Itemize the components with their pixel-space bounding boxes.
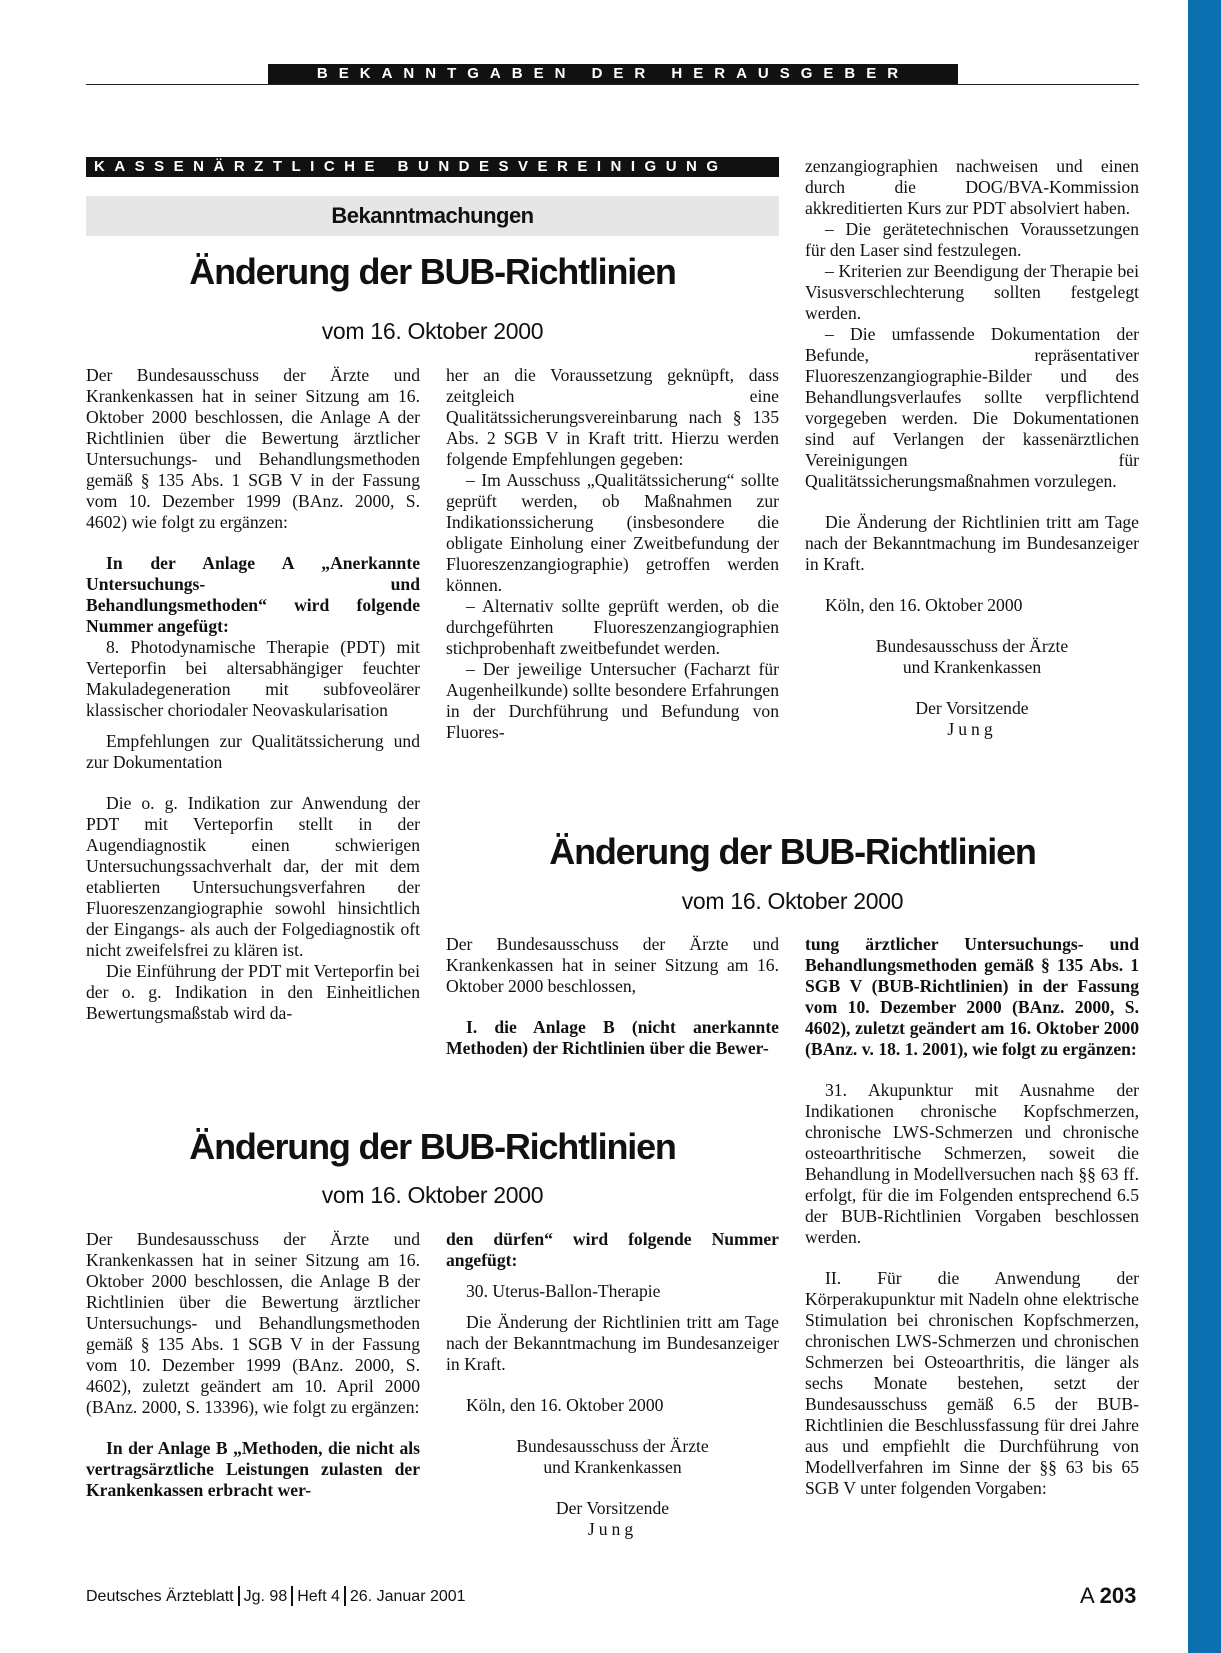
- article2-title: Änderung der BUB-Richtlinien: [549, 831, 1036, 872]
- paragraph: 8. Photodynamische Therapie (PDT) mit Verteporfin bei altersabhängiger feuchter Makuladegeneration mit subfoveolärer klassischer choriodaler Neovaskularisation: [86, 637, 420, 720]
- page-number: [1080, 1584, 1136, 1608]
- paragraph: Die Änderung der Richtlinien tritt am Tage nach der Bekanntmachung im Bundesanzeiger in Kraft.: [446, 1312, 779, 1374]
- place-date: Köln, den 16. Oktober 2000: [825, 595, 1023, 615]
- signature-body: Bundesausschuss der Ärzte: [516, 1436, 709, 1456]
- signature-body: und Krankenkassen: [902, 657, 1042, 677]
- paragraph: – Kriterien zur Beendigung der Therapie bei Visusverschlechterung sollten festgelegt werden.: [805, 261, 1139, 323]
- paragraph: II. Für die Anwendung der Körperakupunktur mit Nadeln ohne elektrische Stimulation bei chronischen Kopfschmerzen, chronischen LWS-Schmerzen und chronischen Schmerzen bei Osteoarthritis, die länger als sechs Monate bestehen, setzt der Bundesausschuss gemäß 6.5 der BUB-Richtlinien die Beschlussfassung für drei Jahre aus und empfiehlt die Durchführung von Modellverfahren im Sinne der §§ 63 bis 65 SGB V unter folgenden Vorgaben:: [805, 1268, 1139, 1498]
- signature-name: Jung: [947, 719, 997, 739]
- journal-date: 26. Januar 2001: [349, 1588, 466, 1605]
- paragraph: – Der jeweilige Untersucher (Facharzt für Augenheilkunde) sollte besondere Erfahrungen in der Durchführung und Befundung von Fluores-: [446, 659, 779, 742]
- place-date: Köln, den 16. Oktober 2000: [466, 1395, 664, 1415]
- paragraph-bold: In der Anlage A „Anerkannte Untersuchungs- und Behandlungsmethoden“ wird folgende Nummer angefügt:: [86, 553, 420, 636]
- footer-divider: [291, 1586, 293, 1606]
- paragraph: Der Bundesausschuss der Ärzte und Krankenkassen hat in seiner Sitzung am 16. Oktober 2000 beschlossen,: [446, 934, 779, 996]
- signature-role: Der Vorsitzende: [555, 1498, 670, 1518]
- paragraph: – Alternativ sollte geprüft werden, ob die durchgeführten Fluoreszenzangiographien stichprobenhaft zweitbefundet werden.: [446, 596, 779, 658]
- article2-column-2: [805, 934, 1139, 1499]
- paragraph-bold: In der Anlage B „Methoden, die nicht als vertragsärztliche Leistungen zulasten der Krankenkassen erbracht wer-: [86, 1438, 420, 1500]
- article2-column-1: [446, 934, 779, 1059]
- footer-divider: [238, 1586, 240, 1606]
- list-item: 30. Uterus-Ballon-Therapie: [466, 1281, 661, 1301]
- paragraph-bold: I. die Anlage B (nicht anerkannte Methoden) der Richtlinien über die Bewer-: [446, 1017, 779, 1058]
- paragraph: zenzangiographien nachweisen und einen durch die DOG/BVA-Kommission akkreditierten Kurs zur PDT absolviert haben.: [805, 156, 1139, 218]
- article3-column-2: [446, 1229, 779, 1540]
- page-edge-color-bar: [1188, 0, 1221, 1653]
- article1-column-2: [446, 365, 779, 743]
- header-rule: [86, 84, 1139, 85]
- paragraph-bold: den dürfen“ wird folgende Nummer angefügt:: [446, 1229, 779, 1270]
- paragraph: Der Bundesausschuss der Ärzte und Krankenkassen hat in seiner Sitzung am 16. Oktober 2000 beschlossen, die Anlage B der Richtlinien über die Bewertung ärztlicher Untersuchungs- und Behandlungsmethoden gemäß § 135 Abs. 1 SGB V in der Fassung vom 10. Dezember 1999 (BAnz. 2000, S. 4602), zuletzt geändert am 10. April 2000 (BAnz. 2000, S. 13396), wie folgt zu ergänzen:: [86, 1229, 420, 1417]
- footer-divider: [344, 1586, 346, 1606]
- paragraph: Die Einführung der PDT mit Verteporfin bei der o. g. Indikation in den Einheitlichen Bewertungsmaßstab wird da-: [86, 961, 420, 1023]
- journal-issue: Heft 4: [297, 1588, 340, 1605]
- page-prefix: A: [1080, 1583, 1094, 1608]
- paragraph-bold: tung ärztlicher Untersuchungs- und Behandlungsmethoden gemäß § 135 Abs. 1 SGB V (BUB-Richtlinien) in der Fassung vom 10. Dezember 2000 (BAnz. 2000, S. 4602), zuletzt geändert am 16. Oktober 2000 (BAnz. v. 18. 1. 2001), wie folgt zu ergänzen:: [805, 934, 1139, 1059]
- paragraph: – Die gerätetechnischen Voraussetzungen für den Laser sind festzulegen.: [805, 219, 1139, 260]
- signature-body: und Krankenkassen: [543, 1457, 682, 1477]
- paragraph: 31. Akupunktur mit Ausnahme der Indikationen chronische Kopfschmerzen, chronische LWS-Schmerzen und chronische osteoarthritische Schmerzen, soweit die Behandlung in Modellversuchen nach §§ 63 ff. erfolgt, für die im Folgenden entsprechend 6.5 der BUB-Richtlinien Vorgaben beschlossen werden.: [805, 1080, 1139, 1247]
- paragraph: Empfehlungen zur Qualitätssicherung und zur Dokumentation: [86, 731, 420, 772]
- paragraph: – Im Ausschuss „Qualitätssicherung“ sollte geprüft werden, ob Maßnahmen zur Indikationssicherung (insbesondere die obligate Einholung einer Zweitbefundung der Fluoreszenzangiographie) getroffen werden können.: [446, 470, 779, 595]
- journal-name: Deutsches Ärzteblatt: [86, 1588, 234, 1605]
- article1-subtitle: vom 16. Oktober 2000: [321, 318, 544, 344]
- organization-bar: KASSENÄRZTLICHE BUNDESVEREINIGUNG: [86, 157, 779, 177]
- journal-volume: Jg. 98: [243, 1588, 288, 1605]
- category-heading: Bekanntmachungen: [86, 196, 779, 236]
- paragraph: Die o. g. Indikation zur Anwendung der PDT mit Verteporfin stellt in der Augendiagnostik einen schwierigen Untersuchungssachverhalt dar, der mit dem etablierten Untersuchungsverfahren der Fluoreszenzangiographie sowohl hinsichtlich der Eingangs- als auch der Folgediagnostik oft nicht zweifelsfrei zu klären ist.: [86, 793, 420, 960]
- article1-title: Änderung der BUB-Richtlinien: [189, 251, 676, 292]
- section-header-bar: BEKANNTGABEN DER HERAUSGEBER: [268, 64, 958, 84]
- article3-subtitle: vom 16. Oktober 2000: [321, 1182, 544, 1208]
- signature-name: Jung: [587, 1519, 638, 1539]
- paragraph: her an die Voraussetzung geknüpft, dass zeitgleich eine Qualitätssicherungsvereinbarung nach § 135 Abs. 2 SGB V in Kraft tritt. Hierzu werden folgende Empfehlungen gegeben:: [446, 365, 779, 469]
- paragraph: – Die umfassende Dokumentation der Befunde, repräsentativer Fluoreszenzangiographie-Bilder und des Behandlungsverlaufes sollte verpflichtend vorgegeben werden. Die Dokumentationen sind auf Verlangen der kassenärztlichen Vereinigungen für Qualitätssicherungsmaßnahmen vorzulegen.: [805, 324, 1139, 491]
- article3-column-1: [86, 1229, 420, 1501]
- article2-subtitle: vom 16. Oktober 2000: [681, 888, 904, 914]
- signature-body: Bundesausschuss der Ärzte: [875, 636, 1069, 656]
- footer-citation: [86, 1586, 466, 1607]
- article1-column-1: [86, 365, 420, 1024]
- paragraph: Die Änderung der Richtlinien tritt am Tage nach der Bekanntmachung im Bundesanzeiger in Kraft.: [805, 512, 1139, 574]
- article1-column-3: [805, 156, 1139, 740]
- signature-role: Der Vorsitzende: [915, 698, 1029, 718]
- paragraph: Der Bundesausschuss der Ärzte und Krankenkassen hat in seiner Sitzung am 16. Oktober 2000 beschlossen, die Anlage A der Richtlinien über die Bewertung ärztlicher Untersuchungs- und Behandlungsmethoden gemäß § 135 Abs. 1 SGB V in der Fassung vom 10. Dezember 1999 (BAnz. 2000, S. 4602) wie folgt zu ergänzen:: [86, 365, 420, 532]
- page-number-value: 203: [1099, 1583, 1137, 1608]
- article3-title: Änderung der BUB-Richtlinien: [189, 1126, 676, 1167]
